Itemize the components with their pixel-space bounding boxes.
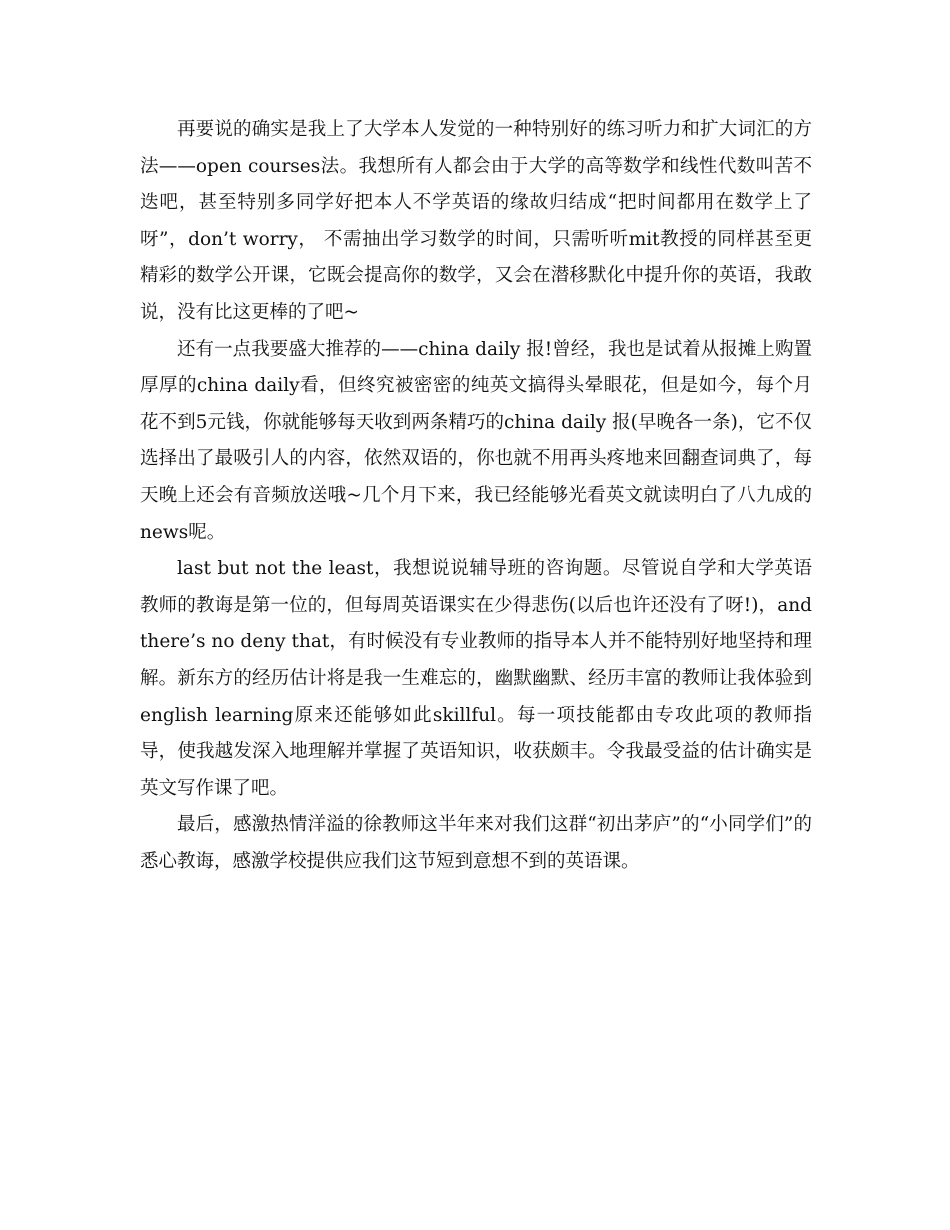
paragraph-tutoring-class: last but not the least，我想说说辅导班的咨询题。尽管说自学和大学英语教师的教诲是第一位的，但每周英语课实在少得悲伤(以后也许还没有了呀!)，and there’s no deny that，有时候没有专业教师的指导本人并不能特别好地坚持和理解。新东方的经历估计将是我一生难忘的，幽默幽默、经历丰富的教师让我体验到english learning原来还能够如此skillful。每一项技能都由专攻此项的教师指导，使我越发深入地理解并掌握了英语知识，收获颇丰。令我最受益的估计确实是英文写作课了吧。: [140, 558, 812, 799]
paragraph-open-courses: 再要说的确实是我上了大学本人发觉的一种特别好的练习听力和扩大词汇的方法——open courses法。我想所有人都会由于大学的高等数学和线性代数叫苦不迭吧，甚至特别多同学好把本人不学英语的缘故归结成“把时间都用在数学上了呀”，don’t worry， 不需抽出学习数学的时间，只需听听mit教授的同样甚至更精彩的数学公开课，它既会提高你的数学，又会在潜移默化中提升你的英语，我敢说，没有比这更棒的了吧~: [140, 119, 812, 323]
paragraph-thanks: 最后，感激热情洋溢的徐教师这半年来对我们这群“初出茅庐”的“小同学们”的悉心教诲，感激学校提供应我们这节短到意想不到的英语课。: [140, 814, 812, 872]
document-body: [140, 112, 812, 880]
paragraph-china-daily: 还有一点我要盛大推荐的——china daily 报!曾经，我也是试着从报摊上购置厚厚的china daily看，但终究被密密的纯英文搞得头晕眼花，但是如今，每个月花不到5元钱，你就能够每天收到两条精巧的china daily 报(早晚各一条)，它不仅选择出了最吸引人的内容，依然双语的，你也就不用再头疼地来回翻查词典了，每天晚上还会有音频放送哦~几个月下来，我已经能够光看英文就读明白了八九成的news呢。: [140, 338, 812, 543]
